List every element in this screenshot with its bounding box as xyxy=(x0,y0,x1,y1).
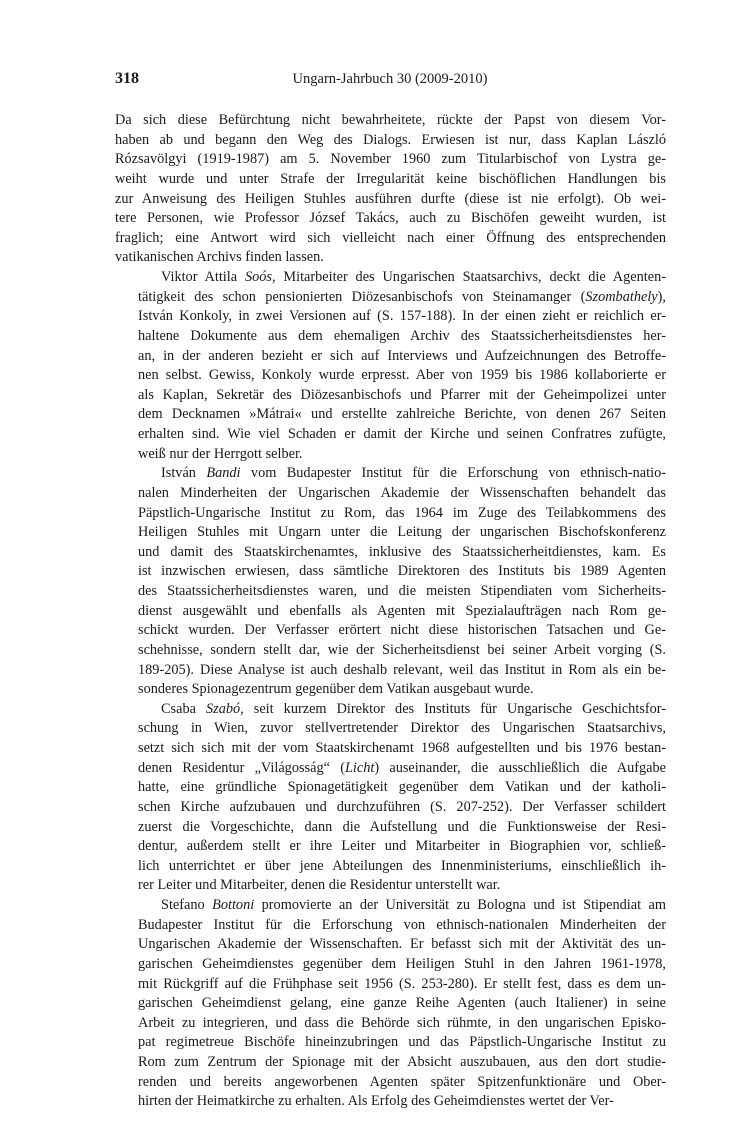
text-line: dentur, außerdem stellt er ihre Leiter und Mitarbeiter in Biographien vor, schließ- xyxy=(138,838,666,855)
text-line: dem Decknamen »Mátrai« und erstellte zahlreiche Berichte, von denen 267 Seiten xyxy=(138,406,666,423)
text-line: István Konkoly, in zwei Versionen auf (S. 157-188). In der einen zieht er reichlich er- xyxy=(138,308,666,325)
text-line: tere Personen, wie Professor József Takács, auch zu Bischöfen geweiht wurden, ist xyxy=(115,210,666,227)
paragraph xyxy=(115,268,666,464)
text-line: nalen Minderheiten der Ungarischen Akademie der Wissenschaften behandelt das xyxy=(138,484,666,501)
text-line: denen Residentur „Világosság“ (Licht) auseinander, die ausschließlich die Aufgabe xyxy=(138,759,667,776)
text-line: haltene Dokumente aus dem ehemaligen Archiv des Staatssicherheitsdienstes her- xyxy=(138,327,666,344)
text-line: Rom zum Zentrum der Spionage mit der Absicht auszubauen, aus den dort studie- xyxy=(138,1054,666,1070)
text-line: erhalten sind. Wie viel Schaden er damit der Kirche und seinen Confratres zufügte, xyxy=(138,426,666,442)
text-line: und damit des Staatskirchenamtes, inklusive des Staatssicherheitdienstes, kam. Es xyxy=(138,543,666,560)
text-line: Budapester Institut für die Erforschung von ethnisch-nationalen Minderheiten der xyxy=(138,916,666,933)
paragraph xyxy=(115,111,666,268)
text-line: Csaba Szabó, seit kurzem Direktor des Instituts für Ungarische Geschichtsfor- xyxy=(161,700,666,717)
text-line: Viktor Attila Soós, Mitarbeiter des Ungarischen Staatsarchivs, deckt die Agenten- xyxy=(161,269,666,285)
text-line: weiß nur der Herrgott selber. xyxy=(138,445,303,462)
text-line: zur Anweisung des Heiligen Stuhles ausführen durfte (diese ist nie erfolgt). Ob wei- xyxy=(115,190,666,207)
body-text xyxy=(115,111,666,1112)
text-line: Ungarischen Akademie der Wissenschaften. Er befasst sich mit der Aktivität des un- xyxy=(138,936,666,953)
text-line: hatte, eine gründliche Spionagetätigkeit gegenüber dem Vatikan und der katholi- xyxy=(138,779,666,796)
text-line: lich unterrichtet er über jene Abteilungen des Innenministeriums, einschließlich ih- xyxy=(138,857,666,874)
text-line: 189-205). Diese Analyse ist auch deshalb relevant, weil das Institut in Rom als ein be- xyxy=(138,661,666,678)
text-line: Päpstlich-Ungarische Institut zu Rom, das 1964 im Zuge des Teilabkommens des xyxy=(138,504,666,521)
text-line: als Kaplan, Sekretär des Diözesanbischofs und Pfarrer mit der Geheimpolizei unter xyxy=(138,386,666,403)
text-line: vatikanischen Archivs finden lassen. xyxy=(115,249,324,266)
text-line: Heiligen Stuhles mit Ungarn unter die Leitung der ungarischen Bischofskonferenz xyxy=(138,524,666,541)
text-line: schung in Wien, zuvor stellvertretender Direktor des Ungarischen Staatsarchivs, xyxy=(138,720,666,737)
text-line: Arbeit zu integrieren, und dass die Behörde sich rühmte, in den ungarischen Episko- xyxy=(138,1014,666,1031)
text-line: schen Kirche aufzubauen und durchzuführen (S. 207-252). Der Verfasser schildert xyxy=(138,798,666,815)
text-line: weiht wurde und unter Strafe der Irregularität keine bischöflichen Handlungen bis xyxy=(115,170,666,187)
text-line: an, in der anderen bezieht er sich auf Interviews und Aufzeichnungen des Betroffe- xyxy=(138,347,666,364)
text-line: dienst ausgewählt und ebenfalls als Agenten mit Spezialaufträgen nach Rom ge- xyxy=(138,602,666,619)
text-line: mit Rückgriff auf die Frühphase seit 1956 (S. 253-280). Er stellt fest, dass es dem un- xyxy=(138,975,666,992)
text-line: schehnisse, sondern stellt dar, wie der Sicherheitsdienst bei seiner Arbeit vorging (S. xyxy=(138,641,666,658)
paragraph xyxy=(115,464,666,700)
text-line: zuerst die Vorgeschichte, dann die Aufstellung und die Funktionsweise der Resi- xyxy=(138,818,666,835)
text-line: garischen Geheimdienst gelang, eine ganze Reihe Agenten (auch Italiener) in seine xyxy=(138,995,666,1012)
text-line: fraglich; eine Antwort wird sich vielleicht nach einer Öffnung des entsprechenden xyxy=(115,229,666,246)
paragraph xyxy=(115,700,666,896)
running-head: Ungarn-Jahrbuch 30 (2009-2010) xyxy=(292,71,488,87)
text-line: sonderes Spionagezentrum gegenüber dem Vatikan ausgebaut wurde. xyxy=(138,681,534,698)
text-line: setzt sich sich mit der vom Staatskirchenamt 1968 aufgestellten und bis 1976 bestan- xyxy=(138,740,666,756)
page-header xyxy=(115,70,665,92)
text-line: pat regimetreue Bischöfe hineinzubringen und das Päpstlich-Ungarische Institut zu xyxy=(138,1034,666,1051)
page-number: 318 xyxy=(115,70,139,87)
text-line: des Staatssicherheitsdienstes waren, und die meisten Stipendiaten vom Sicherheits- xyxy=(138,583,666,599)
text-line: Stefano Bottoni promovierte an der Universität zu Bologna und ist Stipendiat am xyxy=(161,897,666,913)
text-line: tätigkeit des schon pensionierten Diözesanbischofs von Steinamanger (Szombathely), xyxy=(138,288,666,305)
paragraph xyxy=(115,896,666,1112)
text-line: ist inzwischen erwiesen, dass sämtliche Direktoren des Instituts bis 1989 Agenten xyxy=(138,563,666,580)
text-line: haben ab und begann den Weg des Dialogs. Erwiesen ist nur, dass Kaplan László xyxy=(115,131,666,148)
text-line: Da sich diese Befürchtung nicht bewahrheitete, rückte der Papst von diesem Vor- xyxy=(115,112,666,128)
text-line: rer Leiter und Mitarbeiter, denen die Residentur unterstellt war. xyxy=(138,877,501,894)
text-line: István Bandi vom Budapester Institut für die Erforschung von ethnisch-natio- xyxy=(161,465,667,482)
text-line: nen selbst. Gewiss, Konkoly wurde erpresst. Aber von 1959 bis 1986 kollaborierte er xyxy=(138,367,666,384)
text-line: hirten der Heimatkirche zu erhalten. Als Erfolg des Geheimdienstes wertet der Ver- xyxy=(138,1093,614,1110)
text-line: garischen Geheimdienstes gegenüber dem Heiligen Stuhl in den Jahren 1961-1978, xyxy=(138,955,666,972)
text-line: Rózsavölgyi (1919-1987) am 5. November 1960 zum Titularbischof von Lystra ge- xyxy=(115,151,666,168)
text-line: renden und bereits angeworbenen Agenten später Spitzenfunktionäre und Ober- xyxy=(138,1073,666,1090)
text-line: schickt wurden. Der Verfasser erörtert nicht diese historischen Tatsachen und Ge- xyxy=(138,622,666,639)
